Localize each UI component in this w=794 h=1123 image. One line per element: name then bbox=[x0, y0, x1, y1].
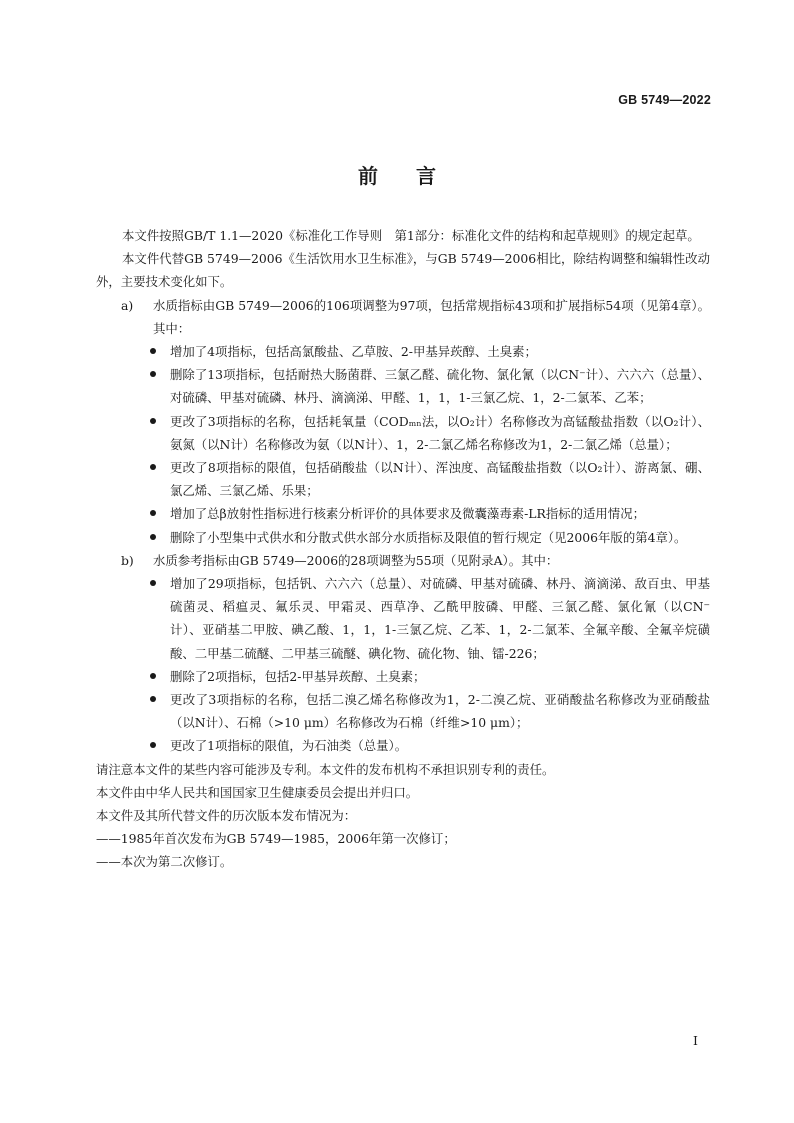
bullet-item bbox=[96, 340, 710, 363]
bullet-text: 删除了2项指标，包括2-甲基异莰醇、土臭素； bbox=[170, 668, 426, 684]
bullet-item bbox=[96, 526, 710, 549]
page-number: I bbox=[693, 1033, 698, 1048]
bullet-dot-icon bbox=[150, 673, 156, 679]
bullet-item bbox=[96, 572, 710, 665]
intro-paragraph-2: 本文件代替GB 5749—2006《生活饮用水卫生标准》，与GB 5749—2006相比，除结构调整和编辑性改动外，主要技术变化如下。 bbox=[96, 251, 710, 290]
bullet-item bbox=[96, 410, 710, 456]
bullet-text: 更改了1项指标的限值，为石油类（总量）。 bbox=[170, 738, 408, 754]
section-a bbox=[96, 294, 710, 340]
bullet-dot-icon bbox=[150, 580, 156, 586]
bullet-text: 删除了小型集中式供水和分散式供水部分水质指标及限值的暂行规定（见2006年版的第4章）。 bbox=[170, 529, 687, 545]
bullet-dot-icon bbox=[150, 510, 156, 516]
closing-paragraph: ——1985年首次发布为GB 5749—1985，2006年第一次修订； bbox=[96, 831, 456, 847]
section-b bbox=[96, 549, 710, 572]
bullet-text: 删除了13项指标，包括耐热大肠菌群、三氯乙醛、硫化物、氯化氰（以CN⁻计）、六六六（总量）、对硫磷、甲基对硫磷、林丹、滴滴涕、甲醛、1，1，1-三氯乙烷、1，2-二氯苯、乙苯； bbox=[170, 367, 710, 406]
bullet-text: 增加了总β放射性指标进行核素分析评价的具体要求及微囊藻毒素-LR指标的适用情况； bbox=[170, 506, 645, 522]
section-a-text: 水质指标由GB 5749—2006的106项调整为97项，包括常规指标43项和扩展指标54项（见第4章）。其中： bbox=[153, 297, 710, 336]
closing-paragraph: 本文件由中华人民共和国国家卫生健康委员会提出并归口。 bbox=[96, 784, 419, 800]
bullet-dot-icon bbox=[150, 696, 156, 702]
section-b-marker: b) bbox=[121, 552, 134, 568]
section-b-text: 水质参考指标由GB 5749—2006的28项调整为55项（见附录A）。其中： bbox=[153, 552, 559, 568]
bullet-item bbox=[96, 502, 710, 525]
bullet-dot-icon bbox=[150, 464, 156, 470]
standard-number: GB 5749—2022 bbox=[618, 93, 711, 107]
bullet-dot-icon bbox=[150, 742, 156, 748]
bullet-text: 更改了8项指标的限值，包括硝酸盐（以N计）、浑浊度、高锰酸盐指数（以O₂计）、游离氯、硼、氯乙烯、三氯乙烯、乐果； bbox=[170, 460, 710, 499]
section-a-marker: a) bbox=[121, 297, 134, 313]
bullet-text: 增加了4项指标，包括高氯酸盐、乙草胺、2-甲基异莰醇、土臭素； bbox=[170, 344, 537, 360]
bullet-item bbox=[96, 734, 710, 757]
bullet-item bbox=[96, 665, 710, 688]
bullet-dot-icon bbox=[150, 348, 156, 354]
closing-paragraph: ——本次为第二次修订。 bbox=[96, 854, 233, 870]
closing-paragraph: 请注意本文件的某些内容可能涉及专利。本文件的发布机构不承担识别专利的责任。 bbox=[96, 761, 555, 777]
bullet-item bbox=[96, 363, 710, 409]
bullet-item bbox=[96, 456, 710, 502]
intro-paragraph-1: 本文件按照GB/T 1.1—2020《标准化工作导则 第1部分：标准化文件的结构和起草规则》的规定起草。 bbox=[122, 228, 700, 243]
bullet-item bbox=[96, 688, 710, 734]
bullet-dot-icon bbox=[150, 534, 156, 540]
bullet-text: 更改了3项指标的名称，包括二溴乙烯名称修改为1，2-二溴乙烷、亚硝酸盐名称修改为亚硝酸盐（以N计）、石棉（>10 μm）名称修改为石棉（纤维>10 μm）； bbox=[170, 692, 710, 731]
page-title: 前言 bbox=[358, 164, 474, 188]
bullet-dot-icon bbox=[150, 371, 156, 377]
document-body bbox=[96, 224, 710, 874]
bullet-dot-icon bbox=[150, 418, 156, 424]
closing-paragraph: 本文件及其所代替文件的历次版本发布情况为： bbox=[96, 808, 357, 824]
bullet-text: 增加了29项指标，包括钒、六六六（总量）、对硫磷、甲基对硫磷、林丹、滴滴涕、敌百虫、甲基硫菌灵、稻瘟灵、氟乐灵、甲霜灵、西草净、乙酰甲胺磷、甲醛、三氯乙醛、氯化氰（以CN⁻计）、亚硝基二甲胺、碘乙酸、1，1，1-三氯乙烷、乙苯、1，2-二氯苯、全氟辛酸、全氟辛烷磺酸、二甲基二硫醚、二甲基三硫醚、碘化物、硫化物、铀、镭-226； bbox=[170, 576, 710, 661]
bullet-text: 更改了3项指标的名称，包括耗氧量（CODₘₙ法，以O₂计）名称修改为高锰酸盐指数（以O₂计）、氨氮（以N计）名称修改为氨（以N计）、1，2-二氯乙烯名称修改为1，2-二氯乙烯（总量）； bbox=[170, 413, 710, 452]
